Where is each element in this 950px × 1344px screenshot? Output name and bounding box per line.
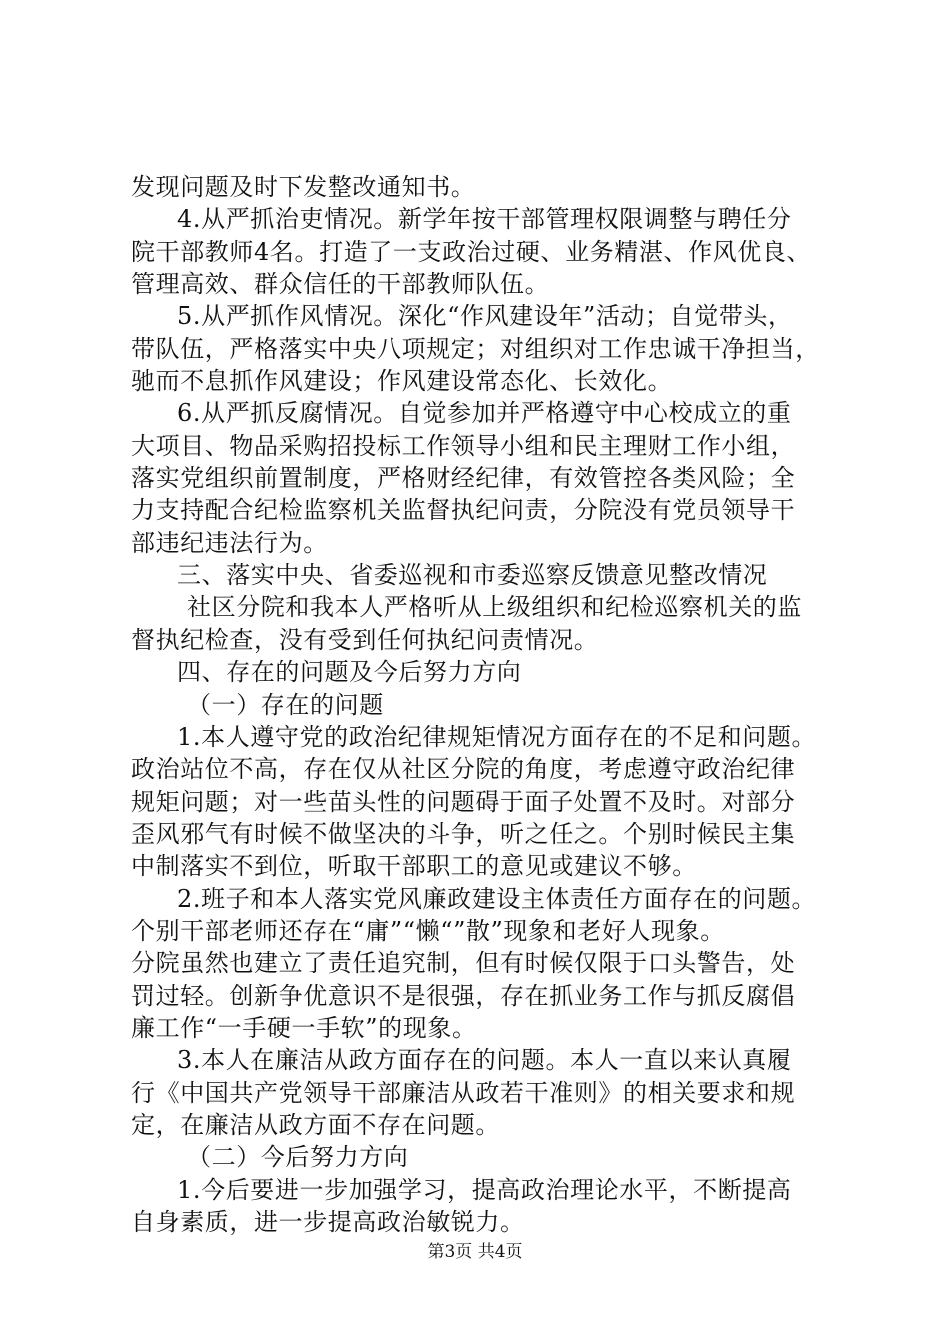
text-line: 带队伍，严格落实中央八项规定；对组织对工作忠诚干净担当， bbox=[131, 334, 820, 363]
text-line: 个别干部老师还存在“庸”“懒“”散”现象和老好人现象。 bbox=[131, 916, 725, 945]
text-line: 6.从严抓反腐情况。自觉参加并严格遵守中心校成立的重 bbox=[177, 399, 792, 428]
text-line: 驰而不息抓作风建设；作风建设常态化、长效化。 bbox=[131, 367, 673, 396]
text-line: 自身素质，进一步提高政治敏锐力。 bbox=[131, 1208, 525, 1236]
text-line: 中制落实不到位，听取干部职工的意见或建议不够。 bbox=[131, 852, 697, 881]
text-line: 5.从严抓作风情况。深化“作风建设年”活动；自觉带头， bbox=[177, 302, 793, 331]
text-line: 1.今后要进一步加强学习，提高政治理论水平，不断提高 bbox=[177, 1175, 792, 1204]
page-footer: 第3页 共4页 bbox=[427, 1242, 523, 1262]
text-line: 3.本人在廉洁从政方面存在的问题。本人一直以来认真履 bbox=[177, 1046, 792, 1075]
text-line: 行《中国共产党领导干部廉洁从政若干准则》的相关要求和规 bbox=[131, 1078, 796, 1107]
text-line: 罚过轻。创新争优意识不是很强，存在抓业务工作与抓反腐倡 bbox=[131, 981, 796, 1010]
text-line: 管理高效、群众信任的干部教师队伍。 bbox=[131, 270, 550, 299]
text-line: 4.从严抓治吏情况。新学年按干部管理权限调整与聘任分 bbox=[177, 205, 792, 234]
text-line: （一）存在的问题 bbox=[187, 690, 384, 719]
text-line: 社区分院和我本人严格听从上级组织和纪检巡察机关的监 bbox=[187, 593, 802, 622]
text-line: 廉工作“一手硬一手软”的现象。 bbox=[131, 1013, 477, 1042]
text-line: 定，在廉洁从政方面不存在问题。 bbox=[131, 1110, 500, 1139]
text-line: 大项目、物品采购招投标工作领导小组和民主理财工作小组， bbox=[131, 431, 796, 460]
document-body bbox=[131, 171, 851, 1238]
text-line: 三、落实中央、省委巡视和市委巡察反馈意见整改情况 bbox=[177, 561, 768, 590]
text-line: 政治站位不高，存在仅从社区分院的角度，考虑遵守政治纪律 bbox=[131, 755, 796, 784]
text-line: 2.班子和本人落实党风廉政建设主体责任方面存在的问题。 bbox=[177, 884, 817, 913]
text-line: 督执纪检查，没有受到任何执纪问责情况。 bbox=[131, 625, 599, 654]
text-line: （二）今后努力方向 bbox=[187, 1143, 409, 1172]
text-line: 1.本人遵守党的政治纪律规矩情况方面存在的不足和问题。 bbox=[177, 722, 817, 751]
text-line: 院干部教师4名。打造了一支政治过硬、业务精湛、作风优良、 bbox=[131, 237, 812, 266]
text-line: 分院虽然也建立了责任追究制，但有时候仅限于口头警告，处 bbox=[131, 949, 796, 978]
text-line: 歪风邪气有时候不做坚决的斗争，听之任之。个别时候民主集 bbox=[131, 819, 796, 848]
text-line: 发现问题及时下发整改通知书。 bbox=[131, 173, 476, 201]
text-line: 部违纪违法行为。 bbox=[131, 528, 328, 557]
text-line: 落实党组织前置制度，严格财经纪律，有效管控各类风险；全 bbox=[131, 464, 796, 493]
text-line: 四、存在的问题及今后努力方向 bbox=[177, 658, 522, 687]
text-line: 规矩问题；对一些苗头性的问题碍于面子处置不及时。对部分 bbox=[131, 787, 796, 816]
text-line: 力支持配合纪检监察机关监督执纪问责，分院没有党员领导干 bbox=[131, 496, 796, 525]
